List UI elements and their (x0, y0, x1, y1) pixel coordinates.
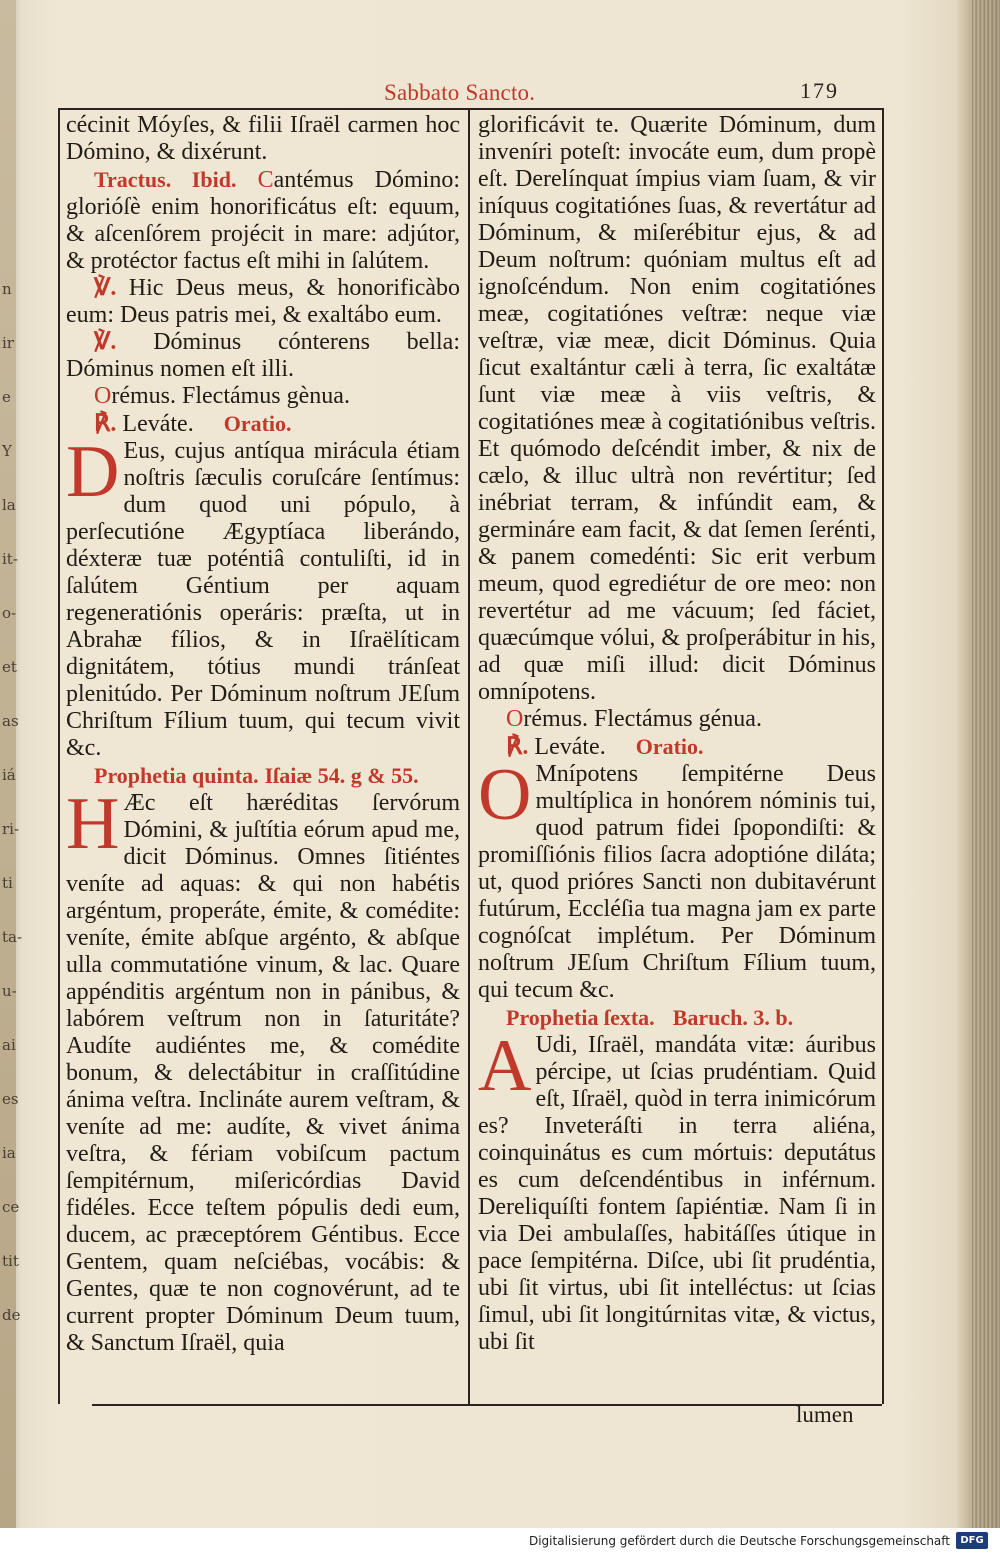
funding-notice: Digitalisierung gefördert durch die Deutsche Forschungsgemeinschaft (528, 1534, 950, 1548)
oremus-initial: O (94, 383, 112, 409)
prophetia-heading (478, 1004, 876, 1032)
reading-text (66, 783, 460, 1357)
oratio-heading: Oratio. (223, 411, 292, 436)
response-mark: ℟. (94, 411, 117, 437)
facing-page-fragment: ce (2, 1198, 20, 1216)
drop-cap-A: A (478, 1025, 532, 1107)
tractus-text: antémus Dómino: glorióſè enim honorificátus eſt: equum, & aſcenſórem projécit in mare: adjútor, & protéctor factus eſt mihi in ſalútem. (66, 167, 460, 274)
versicle-1-text: Hic Deus meus, & honorificàbo eum: Deus patris mei, & exaltábo eum. (66, 275, 460, 328)
facing-page-fragment: ia (2, 1144, 16, 1162)
left-rule (58, 108, 60, 1404)
facing-page-fragment: ta- (2, 928, 23, 946)
prophetia-reference: Iſaiæ 54. g & 55. (264, 763, 419, 788)
running-header: Sabbato Sancto. (384, 80, 536, 105)
collect-prayer (66, 431, 460, 762)
facing-page-fragment: la (2, 496, 16, 514)
facing-page-fragment: es (2, 1090, 19, 1108)
versicle-2 (66, 329, 460, 383)
right-column (478, 112, 876, 1402)
reading-text (478, 1025, 876, 1356)
top-rule (58, 108, 884, 110)
prophetia-reference: Baruch. 3. b. (672, 1005, 794, 1030)
levate-line (66, 410, 460, 438)
tractus-initial: C (257, 167, 274, 193)
oratio-heading: Oratio. (635, 734, 704, 759)
oremus-line (478, 706, 876, 733)
facing-page-fragment: o- (2, 604, 17, 622)
facing-page-fragment: n (2, 280, 12, 298)
left-column (66, 112, 460, 1402)
drop-cap-O: O (478, 754, 532, 836)
collect-prayer-text: Mnípotens ſempitérne Deus multíplica in honórem nóminis tui, quod patrum fidei ſpopondiſti: & promiſſiónis filios ſacra adoptióne diláta; ut, quod prióres Sancti non dubitavérunt futúrum, Eccléſia tua magna jam ex parte cognóſcat implétum. Per Dóminum noſtrum JEſum Chriſtum Fílium tuum, qui tecum &c. (478, 761, 876, 1003)
facing-page-fragment: tit (2, 1252, 19, 1270)
versicle-1 (66, 275, 460, 329)
levate-text: Leváte. (534, 734, 606, 760)
page-number: 179 (800, 78, 839, 103)
facing-page-fragment: et (2, 658, 17, 676)
facing-page-fragment: ir (2, 334, 14, 352)
facing-page-fragment: e (2, 388, 11, 406)
tractus-paragraph (66, 166, 460, 275)
facing-page-fragment: it- (2, 550, 18, 568)
collect-prayer-text: Eus, cujus antíqua mirácula étiam noſtris ſæculis coruſcáre ſentímus: dum quod uni pópulo, à perſecutióne Ægyptíaca liberándo, déxteræ tuæ poténtiâ contuliſti, id in ſalútem Géntium per aquam regeneratiónis operáris: præſta, ut in Abrahæ fílios, & in Iſraëlíticam dignitátem, tótius mundi tránſeat plenitúdo. Per Dóminum noſtrum JEſum Chriſtum Fílium tuum, qui tecum vivit &c. (66, 438, 460, 761)
facing-page-fragment: u- (2, 982, 17, 1000)
levate-line (478, 733, 876, 761)
right-rule (882, 108, 884, 1404)
bottom-rule (92, 1404, 882, 1406)
reading-body: Udi, Iſraël, mandáta vitæ: áuribus pércipe, ut ſcias prudéntiam. Quid eſt, Iſraël, quòd in terra inimicórum es? Inveteráſti in terra aliéna, coinquinátus es cum mórtuis: deputátus es cum deſcendéntibus in inférnum. Dereliquíſti fontem ſapiéntiæ. Nam ſi in via Dei ambulaſſes, habitáſſes útique in pace ſempitérna. Diſce, ubi ſit prudéntia, ubi ſit virtus, ubi ſit intelléctus: ut ſcias ſimul, ubi ſit longitúrnitas vitæ, & victus, ubi ſit (478, 1032, 876, 1355)
catchword: lumen (796, 1402, 854, 1427)
oremus-text: rémus. Flectámus génua. (523, 706, 762, 732)
left-opening-text: cécinit Móyſes, & filii Iſraël carmen hoc Dómino, & dixérunt. (66, 112, 460, 165)
levate-text: Leváte. (122, 411, 194, 437)
versicle-mark: ℣. (94, 275, 117, 301)
response-mark: ℟. (506, 734, 529, 760)
prophetia-label: Prophetia ſexta. (506, 1005, 655, 1030)
facing-page-fragment: de (2, 1306, 21, 1324)
collect-prayer (478, 754, 876, 1004)
facing-page-fragment: ti (2, 874, 13, 892)
prophetia-label: Prophetia quinta. (94, 763, 259, 788)
book-edge (972, 0, 1000, 1556)
prophetia-heading (66, 762, 460, 790)
facing-page-fragment: iá (2, 766, 16, 784)
drop-cap-D: D (66, 431, 120, 513)
oremus-text: rémus. Flectámus gènua. (111, 383, 350, 409)
facing-page-fragment: ai (2, 1036, 16, 1054)
oremus-initial: O (506, 706, 524, 732)
facing-page-fragment: ri- (2, 820, 20, 838)
dfg-logo: DFG (956, 1532, 988, 1549)
versicle-2-text: Dóminus cónterens bella: Dóminus nomen eſt illi. (66, 329, 460, 382)
column-divider (468, 108, 470, 1404)
facing-page-fragment: as (2, 712, 19, 730)
right-opening-text: glorificávit te. Quærite Dóminum, dum inveníri poteſt: invocáte eum, dum propè eſt. Derelínquat ímpius viam ſuam, & vir iníquus cogitatiónes ſuas, & revertátur ad Dóminum, & miſerébitur ejus, & ad Deum noſtrum: quóniam multus eſt ad ignoſcéndum. Non enim cogitatiónes meæ, cogitatiónes veſtræ: neque viæ veſtræ, viæ meæ, dicit Dóminus. Quia ſicut exaltántur cæli à terra, ſic exaltátæ ſunt viæ meæ à viis veſtris, & cogitatiónes meæ à cogitatiónibus veſtris. Et quómodo deſcéndit imber, & nix de cælo, & illuc ultrà non revértitur; ſed inébriat terram, & infúndit eam, & germináre eam facit, & dat ſemen ſerénti, & panem comedénti: Sic erit verbum meum, quod egrediétur de ore meo: non revertétur ad me vácuum; ſed fáciet, quæcúmque vólui, & proſperábitur in his, ad quæ miſi illud: dicit Dóminus omnípotens. (478, 112, 876, 705)
tractus-label: Tractus. Ibid. (94, 167, 237, 192)
drop-cap-H: H (66, 783, 120, 865)
reading-body: Æc eſt hæréditas ſervórum Dómini, & juſtítia eórum apud me, dicit Dóminus. Omnes ſitiéntes veníte ad aquas: & qui non habétis argéntum, properáte, émite, & comédite: veníte, émite abſque argénto, & abſque ulla commutatióne vinum, & lac. Quare appénditis argéntum non in pánibus, & labórem veſtrum non in ſaturitáte? Audíte audiéntes me, & comédite bonum, & delectábitur in craſſitúdine ánima veſtra. Inclináte aurem veſtram, & veníte ad me: audíte, & vivet ánima veſtra, & fériam vobiſcum pactum ſempitérnum, miſericórdias David fidéles. Ecce teſtem pópulis dedi eum, ducem, ac præceptórem Géntibus. Ecce Gentem, quam neſciébas, vocábis: & Gentes, quæ te non cognovérunt, ad te current propter Dóminum Deum tuum, & Sanctum Iſraël, quia (66, 790, 460, 1356)
oremus-line (66, 383, 460, 410)
versicle-mark: ℣. (94, 329, 117, 355)
facing-page-fragment: Y (2, 442, 12, 460)
